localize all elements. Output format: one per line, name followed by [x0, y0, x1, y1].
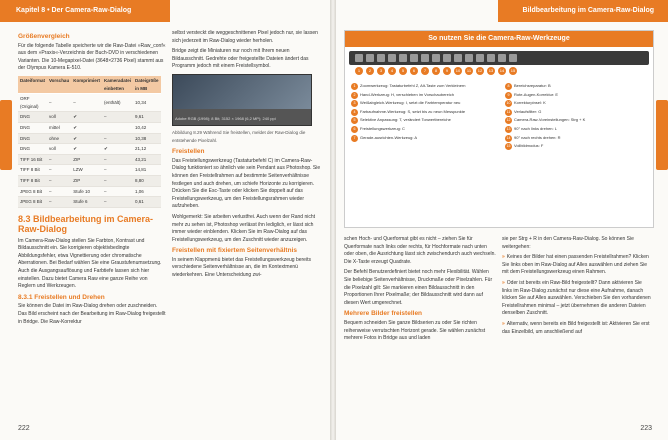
paragraph-freistellen: Das Freistellungswerkzeug (Tastaturbefehl C) im Camera-Raw-Dialog funktioniert so ähnlich wie sein Pendant aus Photoshop. Sie können den Freistellrahmen auf bestimmte Seitenverhältnisse festlegen und auch drehen, um schiefe Horizonte zu korrigieren. Drücken Sie die Esc-Taste oder klicken Sie doppelt auf das Freistellungswerkzeug, um den Freistellungsrahmen wieder aufzuheben.: [172, 157, 321, 210]
tools-list-right: [505, 83, 651, 152]
tool-description: Selektive Anpassung: T, verändert Tonwertbereiche: [360, 117, 451, 123]
table-cell: 9,61: [133, 112, 161, 123]
tool-icon: [476, 54, 484, 62]
tool-description: Vollbildmodus: F: [514, 143, 544, 149]
tool-description: Bereichsreparatur: B: [514, 83, 551, 88]
tool-icon: [509, 54, 517, 62]
bullet-text: Keines der Bilder hat einen passenden Freistellrahmen? Klicken Sie links oben im Raw-Dialog auf Alles auswählen und ziehen Sie mit dem Freistellungswerkzeug einen Rahmen.: [502, 254, 649, 276]
heading-mehrere-bilder: Mehrere Bilder freistellen: [344, 310, 423, 318]
tool-description: Rote-Augen-Korrektur: E: [514, 91, 559, 97]
intro-paragraph: Für die folgende Tabelle speicherte wir die Raw-Datei »Raw_conf« aus dem »Praxis«-Verzeichnis der Buch-DVD in verschiedenen Varianten. Die 10-Megapixel-Datei (3648×2736 Pixel) stammt aus der Olympus Kamera E-510.: [18, 42, 166, 72]
bullet-text: Alternativ, wenn bereits ein Bild freigestellt ist: Aktivieren Sie erst das Einzelbild, um anschließend auf: [502, 320, 650, 335]
table-header: Vorschau: [47, 76, 71, 94]
tool-number: 8: [505, 83, 512, 90]
tool-number-marker: 11: [466, 68, 472, 73]
table-row: [18, 186, 161, 197]
table-cell: –: [47, 175, 71, 186]
table-cell: LZW: [71, 165, 102, 176]
table-cell: 21,12: [133, 144, 161, 155]
image-info: Adobe RGB (1998); 8 Bit; 3152 × 1968 (6,2 MP); 240 ppi: [175, 116, 276, 122]
image-thumbnail: [173, 75, 311, 109]
left-column-a: [18, 30, 166, 329]
tool-description: Freistellungswerkzeug: C: [360, 125, 405, 131]
table-cell: –: [102, 197, 133, 208]
table-cell: –: [47, 186, 71, 197]
table-cell: ✔: [71, 133, 102, 144]
tool-number: 6: [351, 126, 358, 133]
table-cell: JPEG 8 Bit: [18, 197, 47, 208]
table-cell: –: [102, 165, 133, 176]
tool-description: Camera-Raw-Voreinstellungen: Strg + K: [514, 117, 586, 123]
tool-number: 3: [351, 100, 358, 107]
right-page: [336, 0, 668, 440]
tool-number-marker: 13: [488, 68, 494, 73]
page-edge-tab: [0, 100, 12, 170]
tool-list-item: [505, 143, 651, 150]
table-cell: TIFF 16 Bit: [18, 154, 47, 165]
table-cell: ohne: [47, 133, 71, 144]
bullet-marker: »: [502, 254, 505, 261]
table-cell: –: [102, 133, 133, 144]
tool-list-item: [505, 109, 651, 116]
tool-icon: [443, 54, 451, 62]
tool-description: Verlaufsfilter: G: [514, 108, 542, 114]
tool-icon: [377, 54, 385, 62]
tool-number-marker: 3: [377, 67, 385, 75]
format-size-table: [18, 76, 161, 208]
page-number-left: 222: [18, 425, 30, 432]
table-header: Dateigröße in MB: [133, 76, 161, 94]
table-cell: TIFF 8 Bit: [18, 165, 47, 176]
table-cell: 10,38: [133, 133, 161, 144]
paragraph-wohlgemerkt: Wohlgemerkt: Sie arbeiten verlustfrei. Auch wenn der Rand nicht mehr zu sehen ist, Photoshop verlässt ihn lediglich, er lässt sich immer wieder einblenden. Klicken Sie im Raw-Dialog auf das Freistellungswerkzeug, um den Zuschnitt wieder anzuzeigen.: [172, 213, 316, 243]
table-cell: DNG: [18, 144, 47, 155]
tool-icon: [355, 54, 363, 62]
table-cell: (enthält): [102, 94, 133, 112]
toolbar-number-markers: [349, 67, 649, 77]
section-header: Bildbearbeitung im Camera-Raw-Dialog: [498, 0, 668, 22]
table-cell: mittel: [47, 122, 71, 133]
table-cell: ORF (Original): [18, 94, 47, 112]
tool-list-item: [351, 109, 501, 116]
tool-number-marker: 5: [399, 67, 407, 75]
table-cell: voll: [47, 144, 71, 155]
paragraph-r1: schen Hoch- und Querformat gibt es nicht – ziehen Sie für Querformate nach links oder rechts, für Hochformate nach unten oder oben, die Ausrichtung lässt sich zwischendurch auch wechseln. Die X-Taste erzeugt Quadrate.: [344, 236, 496, 265]
bullet-marker: »: [502, 320, 505, 327]
tool-number: 11: [506, 109, 511, 114]
tool-number: 15: [506, 144, 511, 149]
tool-number-marker: 9: [443, 67, 451, 75]
tool-list-item: [505, 83, 651, 90]
table-row: [18, 112, 161, 123]
tool-list-item: [351, 100, 501, 107]
figure-title: So nutzen Sie die Camera-Raw-Werkzeuge: [345, 31, 653, 47]
page-edge-tab: [656, 100, 668, 170]
table-row: [18, 175, 161, 186]
paragraph-b1: selbst versteckt die weggeschnittenen Pixel jedoch nur, sie lassen sich jederzeit im Raw-Dialog wieder herholen.: [172, 30, 318, 44]
tools-list-left: [351, 83, 501, 143]
tool-number-marker: 10: [455, 68, 461, 73]
toolbar-screenshot: [349, 51, 649, 65]
table-cell: JPEG 8 Bit: [18, 186, 47, 197]
heading-freistellen: Freistellen: [172, 148, 205, 156]
tool-number: 10: [506, 101, 511, 106]
page-number-right: 223: [640, 425, 652, 432]
tool-number-marker: 7: [421, 67, 429, 75]
tool-number-marker: 15: [510, 68, 516, 73]
tool-list-item: [351, 126, 501, 133]
heading-8-3: 8.3 Bildbearbeitung im Camera-Raw-Dialog: [18, 213, 154, 234]
tool-icon: [366, 54, 374, 62]
paragraph-r4: sie per Strg + R in den Camera-Raw-Dialog. So können Sie weitergehen:: [502, 236, 634, 250]
tool-icon: [388, 54, 396, 62]
tool-description: Farbaufnahme-Werkzeug: S, setzt bis zu neun Messpunkte: [360, 108, 466, 114]
tool-list-item: [505, 117, 651, 124]
table-row: [18, 122, 161, 133]
tool-icon: [432, 54, 440, 62]
tool-number-marker: 2: [366, 67, 374, 75]
tool-list-item: [351, 135, 501, 142]
paragraph-b2: Bridge zeigt die Miniaturen nur noch mit Ihrem neuen Bildausschnitt. Gedrehte oder freigestellte Dateien ändert das Programm jedoch mit einem Freistellsymbol.: [172, 48, 309, 70]
table-header: Kameradatei einbetten: [102, 76, 133, 94]
table-cell: DNG: [18, 122, 47, 133]
tool-description: Hand-Werkzeug: H, verschieben im Vorschaubereich: [360, 91, 454, 97]
tool-list-item: [351, 117, 501, 124]
tool-list-item: [351, 92, 501, 99]
table-cell: ✔: [71, 122, 102, 133]
tool-icon: [421, 54, 429, 62]
table-header: Dateiformat: [18, 76, 47, 94]
tool-number: 1: [351, 83, 358, 90]
right-column-a: [344, 236, 496, 346]
table-cell: ✔: [71, 112, 102, 123]
table-cell: –: [102, 175, 133, 186]
tool-number-marker: 12: [477, 68, 483, 73]
tool-number-marker: 1: [355, 67, 363, 75]
bullet-item: [502, 280, 652, 318]
bullet-marker: »: [502, 279, 505, 286]
table-cell: 10,34: [133, 94, 161, 112]
tool-icon: [410, 54, 418, 62]
bullet-item: [502, 254, 652, 277]
camera-raw-tools-figure: [344, 30, 654, 228]
table-cell: 43,21: [133, 154, 161, 165]
table-row: [18, 144, 161, 155]
tool-description: Weißabgleich-Werkzeug: I, setzt die Farbtemperatur neu: [360, 100, 461, 106]
heading-8-3-1: 8.3.1 Freistellen und Drehen: [18, 293, 105, 301]
tool-number: 13: [506, 126, 511, 131]
table-cell: Stufe 6: [71, 197, 102, 208]
table-row: [18, 197, 161, 208]
table-cell: Stufe 10: [71, 186, 102, 197]
tool-number: 4: [351, 109, 358, 116]
tool-description: Korrekturpinsel: K: [514, 100, 546, 106]
table-row: [18, 165, 161, 176]
table-cell: –: [102, 186, 133, 197]
table-cell: ✔: [71, 144, 102, 155]
tool-number: 2: [351, 92, 358, 99]
tool-number: 14: [506, 135, 511, 140]
paragraph-8-3-1: Sie können die Datei im Raw-Dialog drehen oder zuschneiden. Das Bild erscheint nach der Bearbeitung im Raw-Dialog freigestellt in Bridge. Die Raw-Korrektur: [18, 303, 166, 325]
figure-caption: Abbildung 8.29 Während Sie freistellen, meldet der Raw-Dialog die entstehende Pixelzahl.: [172, 129, 306, 143]
tool-number: 5: [351, 117, 358, 124]
table-row: [18, 133, 161, 144]
table-cell: 1,06: [133, 186, 161, 197]
table-cell: [102, 122, 133, 133]
bullet-text: Oder ist bereits ein Raw-Bild freigestellt? Dann aktivieren Sie links im Raw-Dialog zunächst nur diese eine Aufnahme, danach klicken Sie auf Alles auswählen. Verschieben Sie den vorhandenen Freistellrahmen minimal – jetzt übernehmen die anderen Dateien denselben Zuschnitt.: [502, 279, 651, 317]
table-row: [18, 154, 161, 165]
table-row: [18, 94, 161, 112]
tool-number: 9: [505, 92, 512, 99]
tool-list-item: [505, 92, 651, 99]
tool-description: 90° nach rechts drehen: R: [514, 134, 561, 140]
table-cell: 0,61: [133, 197, 161, 208]
tool-icon: [487, 54, 495, 62]
paragraph-fixiertes-verhaeltnis: In seinem Klappmenü bietet das Freistellungswerkzeug bereits verschiedene Seitenverhältnisse an, die im Kontextmenü wiederkehren. Eine Unterscheidung zwi-: [172, 256, 311, 279]
bullet-item: [502, 321, 652, 336]
table-header: Komprimiert: [71, 76, 102, 94]
tool-description: Zoomwerkzeug: Tastaturbefehl Z, Alt-Taste zum Verkleinern: [360, 83, 466, 88]
tool-number-marker: 8: [432, 67, 440, 75]
heading-groessenvergleich: Größenvergleich: [18, 33, 70, 40]
table-cell: TIFF 8 Bit: [18, 175, 47, 186]
right-column-b: [502, 236, 652, 339]
table-cell: –: [102, 112, 133, 123]
paragraph-r2: Der Befehl Benutzerdefiniert bietet noch mehr Flexibilität. Wählen Sie beliebige Seitenverhältnisse, Druckmaße oder Pixelzahlen. Für die Pixelzahl gilt: Sie markieren einen Bildausschnitt in den Proportionen Ihrer Pixelmaße; der Bildausschnitt wird dann auf diesen Wert umgerechnet.: [344, 269, 493, 306]
tool-number-marker: 14: [499, 68, 505, 73]
tool-icon: [498, 54, 506, 62]
tool-list-item: [351, 83, 501, 90]
tool-list-item: [505, 100, 651, 107]
table-cell: 8,80: [133, 175, 161, 186]
tool-number: 12: [506, 118, 511, 123]
table-cell: voll: [47, 112, 71, 123]
tool-number-marker: 4: [388, 67, 396, 75]
tool-list-item: [505, 126, 651, 133]
table-cell: DNG: [18, 112, 47, 123]
tool-icon: [454, 54, 462, 62]
tool-description: Gerade-ausrichten-Werkzeug: A: [360, 134, 418, 140]
paragraph-r3: Bequem schneiden Sie ganze Bildserien zu oder Sie richten reihenweise verrutschten Horizont gerade. Sie wählen zunächst mehrere Fotos in Bridge aus und laden: [344, 319, 486, 342]
tool-number-marker: 6: [410, 67, 418, 75]
table-cell: –: [102, 154, 133, 165]
table-cell: ZIP: [71, 175, 102, 186]
tool-number: 7: [351, 135, 358, 142]
table-cell: –: [47, 94, 71, 112]
left-column-b: [172, 30, 322, 283]
tool-list-item: [505, 135, 651, 142]
left-page: [0, 0, 330, 440]
tool-icon: [399, 54, 407, 62]
table-cell: 14,81: [133, 165, 161, 176]
figure-screenshot: [172, 74, 312, 126]
table-cell: ZIP: [71, 154, 102, 165]
table-cell: –: [47, 154, 71, 165]
table-cell: 10,42: [133, 122, 161, 133]
table-cell: –: [47, 197, 71, 208]
tool-icon: [465, 54, 473, 62]
tool-description: 90° nach links drehen: L: [514, 125, 557, 131]
heading-fixiertes-verhaeltnis: Freistellen mit fixiertem Seitenverhältnis: [172, 247, 297, 255]
table-cell: DNG: [18, 133, 47, 144]
paragraph-8-3: Im Camera-Raw-Dialog stellen Sie Farbton, Kontrast und Bildausschnitt ein. Sie korrigieren objektivbedingte Abbildungsfehler, etwa Vignettierung oder chromatische Aberrationen. Bei Bedarf wählen Sie eine Graustufenumsetzung. Auch die Ausgangsauflösung und Farbtiefe lassen sich hier einstellen. Dazu bietet Camera Raw eine ganze Reihe von Reglern und Werkzeugen.: [18, 237, 162, 290]
table-cell: ✔: [102, 144, 133, 155]
table-cell: –: [47, 165, 71, 176]
table-cell: –: [71, 94, 102, 112]
chapter-header: Kapitel 8 • Der Camera-Raw-Dialog: [0, 0, 170, 22]
